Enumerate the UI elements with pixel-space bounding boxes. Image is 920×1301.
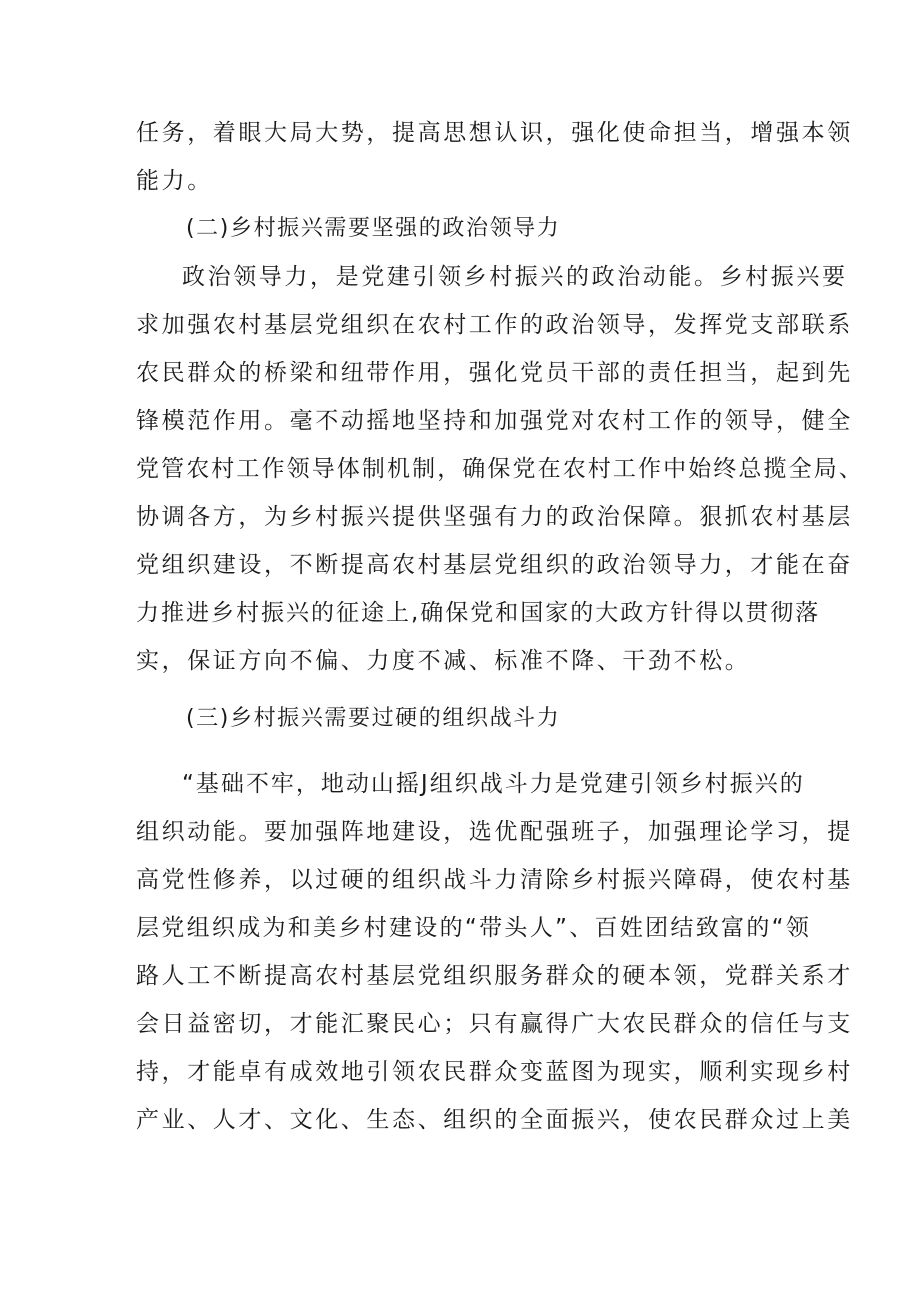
body-text-line: 能力。: [136, 168, 213, 194]
body-text-line: 协调各方，为乡村振兴提供坚强有力的政治保障。狠抓农村基层: [136, 504, 853, 530]
body-text-line: 会日益密切，才能汇聚民心；只有赢得广大农民群众的信任与支: [136, 1011, 853, 1037]
body-text-line: 路人工不断提高农村基层党组织服务群众的硬本领，党群关系才: [136, 963, 853, 989]
body-text-line: 持，才能卓有成效地引领农民群众变蓝图为现实，顺利实现乡村: [136, 1059, 853, 1085]
body-text-line: 组织动能。要加强阵地建设，选优配强班子，加强理论学习，提: [136, 819, 853, 845]
body-text-line: 求加强农村基层党组织在农村工作的政治领导，发挥党支部联系: [136, 312, 853, 338]
body-text-line: 实，保证方向不偏、力度不减、标准不降、干劲不松。: [136, 648, 751, 674]
body-text-line: 高党性修养，以过硬的组织战斗力清除乡村振兴障碍，使农村基: [136, 867, 853, 893]
body-text-line: 锋模范作用。毫不动摇地坚持和加强党对农村工作的领导，健全: [136, 408, 853, 434]
body-text-line: 层党组织成为和美乡村建设的“带头人”、百姓团结致富的“领: [136, 915, 812, 941]
body-text-line: 产业、人才、文化、生态、组织的全面振兴，使农民群众过上美: [136, 1107, 853, 1133]
section-heading-2: (二)乡村振兴需要坚强的政治领导力: [186, 216, 561, 241]
body-text-line: 党管农村工作领导体制机制，确保党在农村工作中始终总揽全局、: [136, 456, 864, 482]
body-text-line: 任务，着眼大局大势，提高思想认识，强化使命担当，增强本领: [136, 120, 853, 146]
body-text-line: 力推进乡村振兴的征途上,确保党和国家的大政方针得以贯彻落: [136, 600, 821, 626]
body-text-line: “基础不牢，地动山摇J组织战斗力是党建引领乡村振兴的: [182, 771, 805, 797]
body-text-line: 政治领导力，是党建引领乡村振兴的政治动能。乡村振兴要: [182, 264, 848, 290]
section-heading-3: (三)乡村振兴需要过硬的组织战斗力: [186, 706, 561, 731]
body-text-line: 党组织建设，不断提高农村基层党组织的政治领导力，才能在奋: [136, 552, 853, 578]
body-text-line: 农民群众的桥梁和纽带作用，强化党员干部的责任担当，起到先: [136, 360, 853, 386]
